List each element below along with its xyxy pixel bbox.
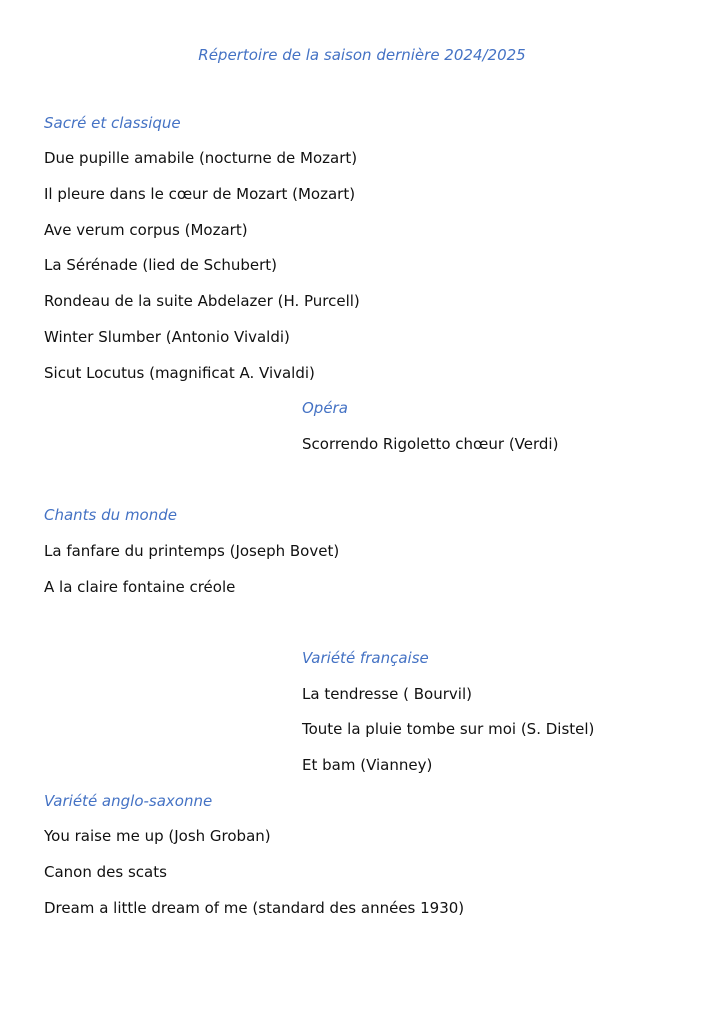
list-item: A la claire fontaine créole <box>44 578 236 596</box>
list-item: Sicut Locutus (magnificat A. Vivaldi) <box>44 364 315 382</box>
list-item: Toute la pluie tombe sur moi (S. Distel) <box>302 720 595 738</box>
list-item: Canon des scats <box>44 863 167 881</box>
list-item: Et bam (Vianney) <box>302 756 433 774</box>
list-item: Rondeau de la suite Abdelazer (H. Purcell) <box>44 292 360 310</box>
section-heading-monde: Chants du monde <box>44 506 177 524</box>
list-item: Scorrendo Rigoletto chœur (Verdi) <box>302 435 559 453</box>
list-item: La tendresse ( Bourvil) <box>302 685 472 703</box>
section-heading-variete-anglo-saxonne: Variété anglo-saxonne <box>44 792 213 810</box>
list-item: You raise me up (Josh Groban) <box>44 827 271 845</box>
list-item: La Sérénade (lied de Schubert) <box>44 256 278 274</box>
list-item: Ave verum corpus (Mozart) <box>44 221 248 239</box>
section-heading-sacre: Sacré et classique <box>44 114 181 132</box>
list-item: Il pleure dans le cœur de Mozart (Mozart) <box>44 185 356 203</box>
section-heading-variete-francaise: Variété française <box>302 649 429 667</box>
page-title: Répertoire de la saison dernière 2024/2025 <box>198 46 526 64</box>
list-item: La fanfare du printemps (Joseph Bovet) <box>44 542 340 560</box>
list-item: Dream a little dream of me (standard des années 1930) <box>44 899 465 917</box>
section-heading-opera: Opéra <box>302 399 348 417</box>
list-item: Due pupille amabile (nocturne de Mozart) <box>44 149 358 167</box>
list-item: Winter Slumber (Antonio Vivaldi) <box>44 328 290 346</box>
